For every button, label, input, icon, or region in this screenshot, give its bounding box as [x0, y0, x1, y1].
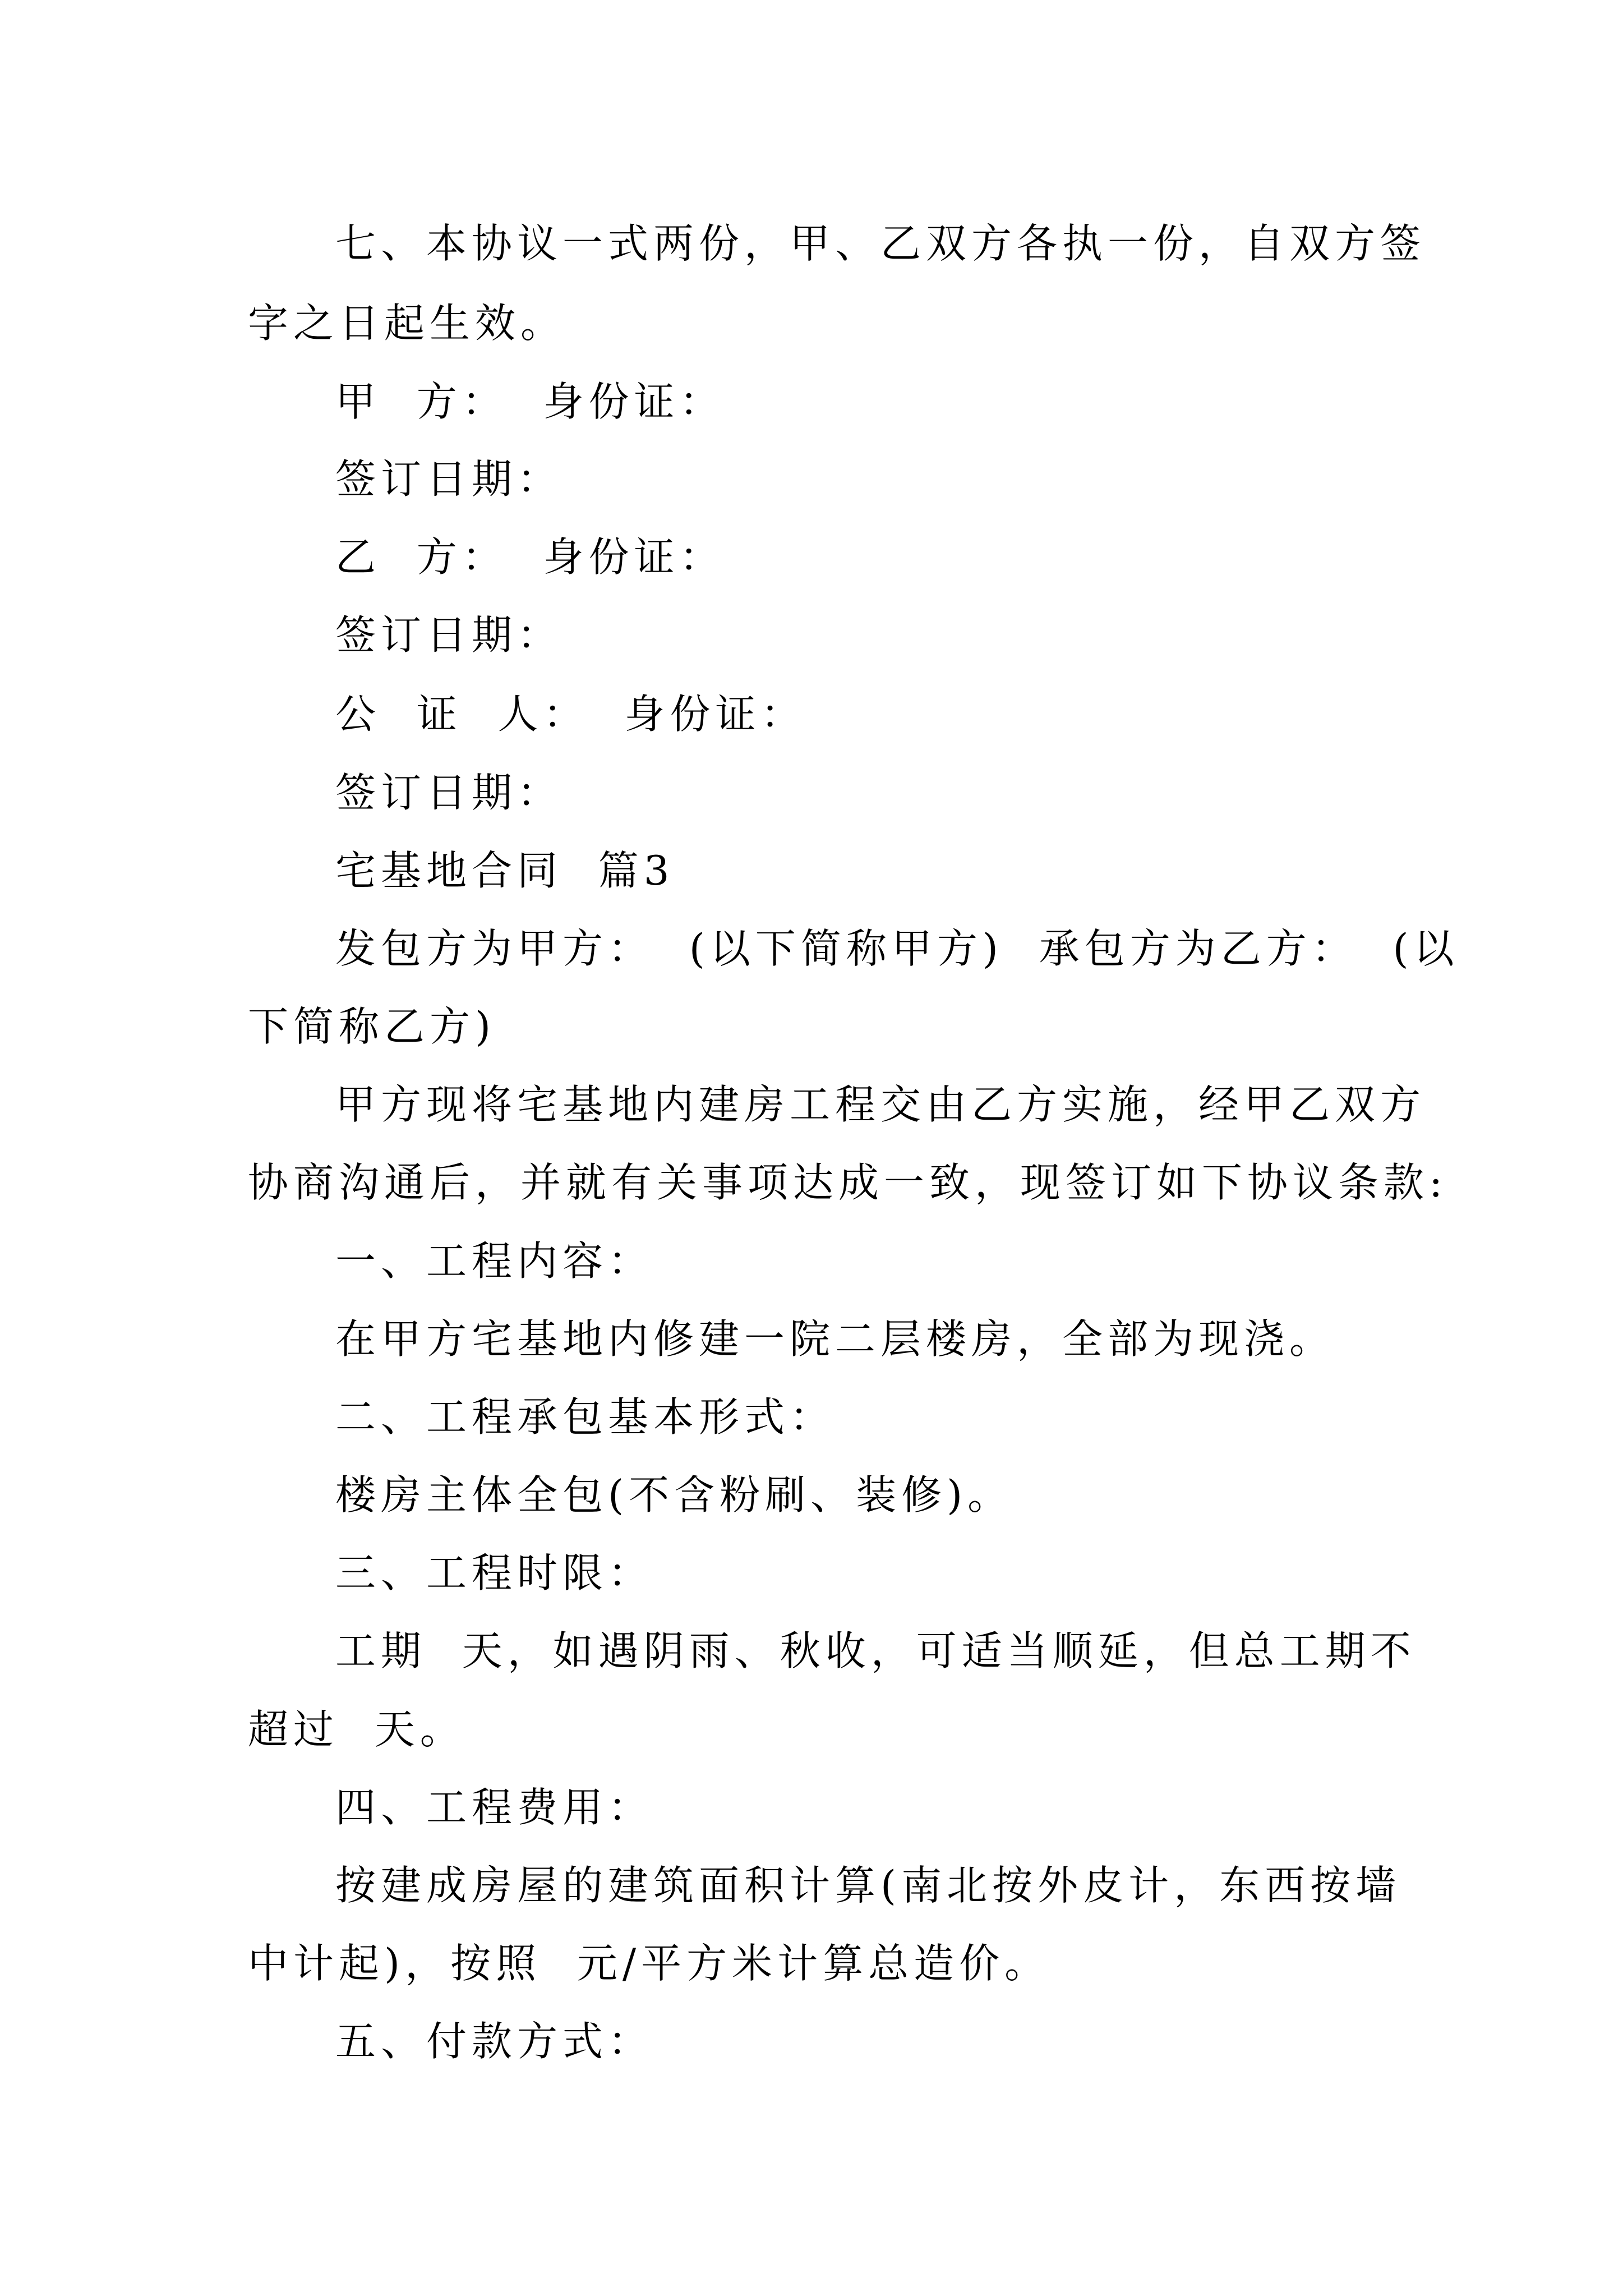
- party-a-signature-line: 甲 方： 身份证：: [335, 378, 725, 425]
- clause-four-heading: 四、工程费用：: [335, 1784, 654, 1831]
- parties-intro-line-1: 发包方为甲方： (以下简称甲方) 承包方为乙方： (以: [335, 925, 1459, 972]
- section-heading: 宅基地合同 篇3: [335, 847, 675, 894]
- clause-three-body-line-1: 工期 天，如遇阴雨、秋收，可适当顺延，但总工期不: [335, 1627, 1416, 1674]
- preamble-line-1: 甲方现将宅基地内建房工程交由乙方实施，经甲乙双方: [335, 1081, 1426, 1128]
- parties-intro-line-2: 下简称乙方): [248, 1003, 496, 1050]
- party-b-signature-line: 乙 方： 身份证：: [335, 533, 725, 581]
- notary-signature-line: 公 证 人： 身份证：: [335, 691, 806, 738]
- party-a-sign-date: 签订日期：: [335, 455, 563, 503]
- clause-one-heading: 一、工程内容：: [335, 1237, 654, 1285]
- party-b-sign-date: 签订日期：: [335, 611, 563, 659]
- clause-four-body-line-2: 中计起)，按照 元/平方米计算总造价。: [248, 1940, 1050, 1987]
- clause-seven-line-2: 字之日起生效。: [248, 300, 566, 347]
- clause-four-body-line-1: 按建成房屋的建筑面积计算(南北按外皮计，东西按墙: [335, 1862, 1401, 1909]
- clause-five-heading: 五、付款方式：: [335, 2018, 654, 2065]
- preamble-line-2: 协商沟通后，并就有关事项达成一致，现签订如下协议条款:: [248, 1159, 1448, 1206]
- clause-two-heading: 二、工程承包基本形式：: [335, 1393, 836, 1441]
- clause-two-body: 楼房主体全包(不含粉刷、装修)。: [335, 1471, 1013, 1519]
- clause-three-body-line-2: 超过 天。: [248, 1706, 465, 1753]
- notary-sign-date: 签订日期：: [335, 769, 563, 816]
- clause-one-body: 在甲方宅基地内修建一院二层楼房，全部为现浇。: [335, 1315, 1335, 1363]
- clause-three-heading: 三、工程时限：: [335, 1549, 654, 1596]
- clause-seven-line-1: 七、本协议一式两份，甲、乙双方各执一份，自双方签: [335, 220, 1426, 267]
